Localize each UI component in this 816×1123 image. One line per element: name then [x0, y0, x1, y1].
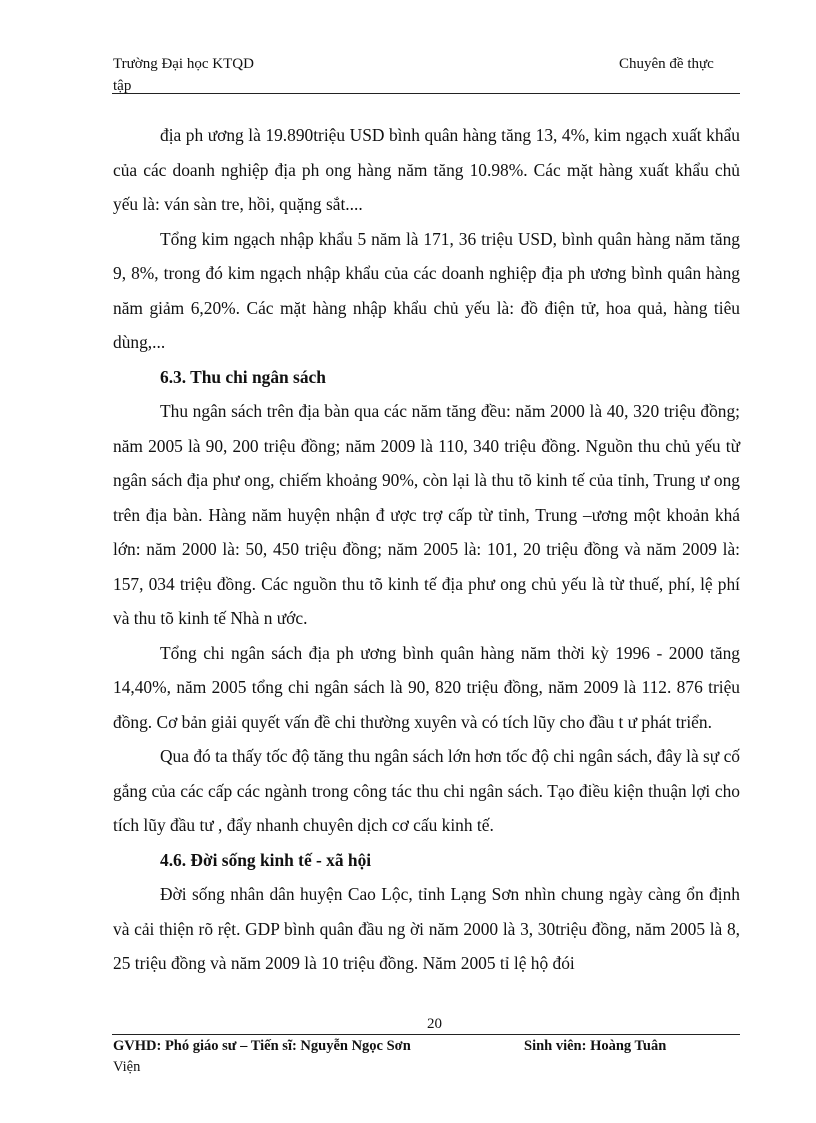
footer-advisor-line2: Viện [113, 1059, 141, 1075]
section-heading: 4.6. Đời sống kinh tế - xã hội [160, 849, 372, 870]
body-paragraph: Đời sống nhân dân huyện Cao Lộc, tỉnh Lạng Sơn nhìn chung ngày càng ổn định và cải thiện rõ rệt. GDP bình quân đầu ng ời năm 2000 là 3, 30triệu đồng, năm 2005 là 8, 25 triệu đồng và năm 2009 là 10 triệu đồng. Năm 2005 tỉ lệ hộ đói [113, 884, 740, 973]
body-paragraph: Thu ngân sách trên địa bàn qua các năm tăng đều: năm 2000 là 40, 320 triệu đồng; năm 2005 là 90, 200 triệu đồng; năm 2009 là 110, 340 triệu đồng. Nguồn thu chủ yếu từ ngân sách địa phư ong, chiếm khoảng 90%, còn lại là thu tõ kinh tế của tỉnh, Trung ư ong trên địa bàn. Hàng năm huyện nhận đ ược trợ cấp từ tỉnh, Trung –ương một khoản khá lớn: năm 2000 là: 50, 450 triệu đồng; năm 2005 là: 101, 20 triệu đồng và năm 2009 là: 157, 034 triệu đồng. Các nguồn thu tõ kinh tế địa phư ong chủ yếu là từ thuế, phí, lệ phí và thu tõ kinh tế Nhà n ước. [113, 401, 740, 628]
body-paragraph: Tổng kim ngạch nhập khẩu 5 năm là 171, 36 triệu USD, bình quân hàng năm tăng 9, 8%, trong đó kim ngạch nhập khẩu của các doanh nghiệp địa ph ương bình quân hàng năm giảm 6,20%. Các mặt hàng nhập khẩu chủ yếu là: đồ điện tử, hoa quả, hàng tiêu dùng,... [113, 228, 740, 352]
section-heading: 6.3. Thu chi ngân sách [160, 366, 326, 387]
page-number: 20 [427, 1016, 442, 1032]
footer-student: Sinh viên: Hoàng Tuân [524, 1038, 667, 1054]
footer-advisor [113, 1036, 411, 1078]
header-divider [112, 93, 740, 94]
header-title: Chuyên đề thực [619, 56, 714, 72]
body-paragraph: Qua đó ta thấy tốc độ tăng thu ngân sách lớn hơn tốc độ chi ngân sách, đây là sự cố gắng của các cấp các ngành trong công tác thu chi ngân sách. Tạo điều kiện thuận lợi cho tích lũy đầu tư , đẩy nhanh chuyên dịch cơ cấu kinh tế. [113, 746, 740, 835]
header-school [113, 53, 254, 97]
header-school-line1: Trường Đại học KTQD [113, 56, 254, 72]
footer-divider [112, 1034, 740, 1035]
document-body [113, 118, 740, 981]
body-paragraph: địa ph ương là 19.890triệu USD bình quân hàng tăng 13, 4%, kim ngạch xuất khẩu của các doanh nghiệp địa ph ong hàng năm tăng 10.98%. Các mặt hàng xuất khẩu chủ yếu là: ván sàn tre, hồi, quặng sắt.... [113, 125, 740, 214]
header-school-line2: tập [113, 78, 132, 94]
body-paragraph: Tổng chi ngân sách địa ph ương bình quân hàng năm thời kỳ 1996 - 2000 tăng 14,40%, năm 2005 tổng chi ngân sách là 90, 820 triệu đồng, năm 2009 là 112. 876 triệu đồng. Cơ bản giải quyết vấn đề chi thường xuyên và có tích lũy cho đầu t ư phát triển. [113, 642, 740, 732]
footer-advisor-line1: GVHD: Phó giáo sư – Tiến sĩ: Nguyễn Ngọc Sơn [113, 1038, 411, 1054]
